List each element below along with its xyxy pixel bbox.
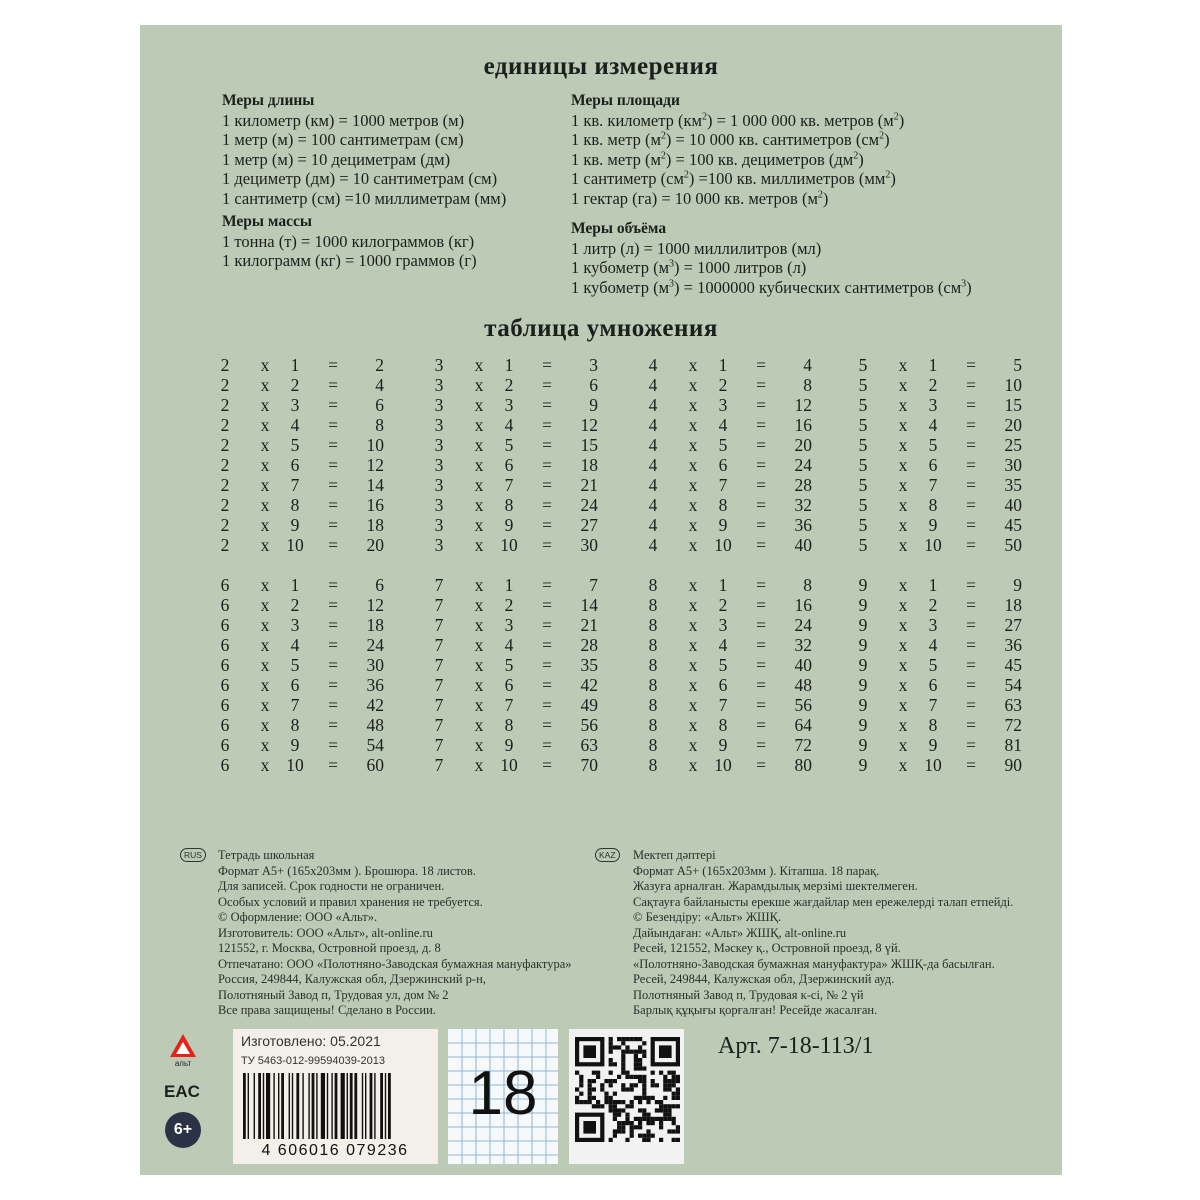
text-line: Россия, 249844, Калужская обл, Дзержинский р-н, <box>218 972 486 986</box>
info-kaz-lines <box>597 848 1013 1019</box>
text-line: Жазуға арналған. Жарамдылық мерзімі шектелмеген. <box>633 879 918 893</box>
lang-badge-kaz: KAZ <box>595 848 620 862</box>
volume-units-block <box>571 219 972 297</box>
text-line: 1 дециметр (дм) = 10 сантиметрам (см) <box>222 169 498 189</box>
text-line: 1 килограмм (кг) = 1000 граммов (г) <box>222 251 477 271</box>
age-rating-badge: 6+ <box>165 1112 201 1148</box>
text-line: Формат А5+ (165х203мм ). Брошюра. 18 листов. <box>218 863 476 878</box>
text-line: Ресей, 249844, Калужская обл, Дзержинский ауд. <box>633 972 895 986</box>
text-line: 1 литр (л) = 1000 миллилитров (мл) <box>571 238 822 258</box>
text-line: 121552, г. Москва, Островной проезд, д. 8 <box>218 941 441 955</box>
text-line: Мектеп дәптері <box>633 848 716 862</box>
text-line: 1 кубометр $(м^3) = 1000$ литров (л) <box>571 258 807 278</box>
area-units-block <box>571 91 904 209</box>
text-line: Все права защищены! Сделано в России. <box>218 1003 436 1017</box>
manufacture-date: Изготовлено: 05.2021 <box>241 1033 381 1049</box>
text-line: «Полотняно-Заводская бумажная мануфактура» ЖШҚ-да басылған. <box>633 956 995 971</box>
mass-units-title: Меры массы <box>222 213 312 230</box>
text-line: Сақтауға байланысты ерекше жағдайлар мен ережелерді талап етпейді. <box>633 894 1014 909</box>
info-kaz <box>597 848 1013 1019</box>
article-number: Арт. 7-18-113/1 <box>718 1033 874 1059</box>
area-units-lines <box>571 111 904 209</box>
text-line: 1 кубометр $(м^3) = 1000000$ кубических сантиметров $(см^3)$ <box>571 277 972 297</box>
text-line: Для записей. Срок годности не ограничен. <box>218 879 445 893</box>
sheet-count-box <box>448 1029 558 1164</box>
text-line: Отпечатано: ООО «Полотняно-Заводская бумажная мануфактура» <box>218 956 572 971</box>
text-line: © Безендіру: «Альт» ЖШҚ. <box>633 910 782 924</box>
notebook-back-cover: единицы измерения Меры длины 1 километр (км) = 1000 метров (м) 1 метр (м) = 100 сантиметрам (см) 1 метр (м) = 10 дециметрам (дм) 1 дециметр (дм) = 10 сантиметрам (см) 1 сантиметр (см) =10 миллиметрам (мм) Меры массы 1 тонна (т) = 1000 килограммов (кг) 1 килограмм (кг) = 1000 граммов (г) Меры площади 1 кв. километр $(км^2) = 1$ 000 000 кв. метров $(м^2)$ 1 кв. метр $(м^2) = 10$ 000 кв. сантиметров $(см^2)$ 1 кв. метр $(м^2) = 100$ кв. дециметров $(дм^2)$ 1 сантиметр $(см^2) =100$ кв. миллиметров $(мм^2)$ 1 гектар (га) = 10 000 кв. метров $(м^2)$ Меры объёма 1 литр (л) = 1000 миллилитров (мл) 1 кубометр $(м^3) = 1000$ литров (л) 1 кубометр $(м^3) = 1000000$ кубических сантиметров $(см^3)$ таблица умножения 2 х 1 = 2 2 х 2 = 4 2 х 3 = 6 2 х 4 = 8 2 х 5 = 10 2 х 6 = 12 2 х 7 = 14 2 х 8 = 16 2 х 9 = 18 2 х 10 = 20 3 х 1 = 3 3 х 2 = 6 3 х 3 = 9 3 х 4 = 12 3 х 5 = 15 3 х 6 = 18 3 х 7 = 21 3 х 8 = 24 3 х 9 = 27 3 х 10 = 30 4 х 1 = 4 4 х 2 = 8 4 х 3 = 12 4 х 4 = 16 4 х 5 = 20 4 х 6 = 24 4 х 7 = 28 4 х 8 = 32 4 х 9 = 36 4 х 10 = 40 5 х 1 = 5 5 х 2 = 10 5 х 3 = 15 5 х 4 = 20 5 х 5 = 25 5 х 6 = 30 5 х 7 = 35 5 х 8 = 40 5 х 9 = 45 5 х 10 = 50 6 х 1 = 6 6 х 2 = 12 6 х 3 = 18 6 х 4 = 24 6 х 5 = 30 6 х 6 = 36 6 х 7 = 42 6 х 8 = 48 6 х 9 = 54 6 х 10 = 60 7 х 1 = 7 7 х 2 = 14 7 х 3 = 21 7 х 4 = 28 7 х 5 = 35 7 х 6 = 42 7 х 7 = 49 7 х 8 = 56 7 х 9 = 63 7 х 10 = 70 8 х 1 = 8 8 х 2 = 16 8 х 3 = 24 8 х 4 = 32 8 х 5 = 40 8 х 6 = 48 8 х 7 = 56 8 х 8 = 64 8 х 9 = 72 8 х 10 = 80 9 х 1 = 9 9 х 2 = 18 9 х 3 = 27 9 х 4 = 36 9 х 5 = 45 9 х 6 = 54 9 х 7 = 63 9 х 8 = 72 9 х 9 = 81 9 х 10 = 90 RUS Тетрадь школьная Формат А5+ (165х203мм ). Брошюра. 18 листов. Для записей. Срок годности не ограничен. Особых условий и правил хранения не требуется. © Оформление: ООО «Альт». Изготовитель: ООО «Альт», alt-online.ru 121552, г. Москва, Островной проезд, д. 8 Отпечатано: ООО «Полотняно-Заводская бумажная мануфактура» Россия, 249844, Калужская обл, Дзержинский р-н, Полотняный Завод п, Трудовая ул, дом № 2 Все права защищены! Сделано в России. KAZ Мектеп дәптері Формат А5+ (165х203мм ). Кітапша. 18 парақ. Жазуға арналған. Жарамдылық мерзімі шектелмеген. Сақтауға байланысты ерекше жағдайлар мен ережелерді талап етпейді. © Безендіру: «Альт» ЖШҚ. Дайындаған: «Альт» ЖШҚ, alt-online.ru Ресей, 121552, Мәскеу қ., Островной проезд, 8 үй. «Полотняно-Заводская бумажная мануфактура» ЖШҚ-да басылған. Ресей, 249844, Калужская обл, Дзержинский ауд. Полотняный Завод п, Трудовая к-сі, № 2 үй Барлық құқығы қорғалған! Ресейде жасалған. альт EAC 6+ Изготовлено: 05.2021 ТУ 5463-012-99594039-2013 4 606016 079236 18 Арт. 7-18-113/1 <box>140 25 1062 1175</box>
text-line: Барлық құқығы қорғалған! Ресейде жасалған. <box>633 1003 878 1017</box>
qr-code-icon <box>569 1029 684 1164</box>
text-line: Полотняный Завод п, Трудовая ул, дом № 2 <box>218 987 449 1002</box>
mass-units-block <box>222 212 477 271</box>
text-line: 1 метр (м) = 10 дециметрам (дм) <box>222 149 451 169</box>
text-line: 1 сантиметр (см) =10 миллиметрам (мм) <box>222 188 507 208</box>
text-line: 1 метр (м) = 100 сантиметрам (см) <box>222 130 464 150</box>
text-line: Дайындаған: «Альт» ЖШҚ, alt-online.ru <box>633 925 847 940</box>
text-line: Тетрадь школьная <box>218 848 315 862</box>
area-units-title: Меры площади <box>571 92 680 109</box>
sheet-count: 18 <box>468 1059 538 1128</box>
text-line: 1 кв. метр $(м^2) = 10$ 000 кв. сантиметров $(см^2)$ <box>571 130 890 150</box>
text-line: Ресей, 121552, Мәскеу қ., Островной проезд, 8 үй. <box>633 941 901 955</box>
length-units-block <box>222 91 506 209</box>
info-rus <box>182 848 572 1019</box>
mass-units-lines <box>222 232 477 271</box>
text-line: 1 километр (км) = 1000 метров (м) <box>222 110 465 130</box>
length-units-title: Меры длины <box>222 92 315 109</box>
text-line: 1 сантиметр $(см^2) =100$ кв. миллиметров $(мм^2)$ <box>571 169 896 189</box>
qr-code-box <box>569 1029 684 1164</box>
svg-text:альт: альт <box>174 1059 192 1068</box>
multiplication-title: таблица умножения <box>484 315 718 342</box>
text-line: Формат А5+ (165х203мм ). Кітапша. 18 парақ. <box>633 863 880 878</box>
barcode-number: 4 606016 079236 <box>261 1142 409 1159</box>
text-line: 1 гектар (га) = 10 000 кв. метров $(м^2)$ <box>571 188 829 208</box>
text-line: 1 кв. метр $(м^2) = 100$ кв. дециметров $(дм^2)$ <box>571 149 864 169</box>
info-rus-lines <box>182 848 572 1019</box>
text-line: 1 тонна (т) = 1000 килограммов (кг) <box>222 231 475 251</box>
alt-logo <box>167 1033 199 1072</box>
text-line: Изготовитель: ООО «Альт», alt-online.ru <box>218 925 433 940</box>
text-line: 1 кв. километр $(км^2) = 1$ 000 000 кв. метров $(м^2)$ <box>571 110 905 130</box>
volume-units-title: Меры объёма <box>571 220 667 237</box>
eac-mark-icon <box>164 1075 200 1103</box>
lang-badge-rus: RUS <box>180 848 206 862</box>
text-line: © Оформление: ООО «Альт». <box>218 910 378 924</box>
units-title: единицы измерения <box>483 53 719 80</box>
text-line: Полотняный Завод п, Трудовая к-сі, № 2 үй <box>633 987 864 1002</box>
volume-units-lines <box>571 239 972 298</box>
text-line: Особых условий и правил хранения не требуется. <box>218 894 483 909</box>
product-label <box>233 1029 438 1164</box>
length-units-lines <box>222 111 506 209</box>
barcode <box>239 1073 431 1141</box>
svg-text:EAC: EAC <box>164 1082 200 1101</box>
alt-logo-icon <box>167 1033 199 1067</box>
tu-code: ТУ 5463-012-99594039-2013 <box>241 1055 385 1067</box>
